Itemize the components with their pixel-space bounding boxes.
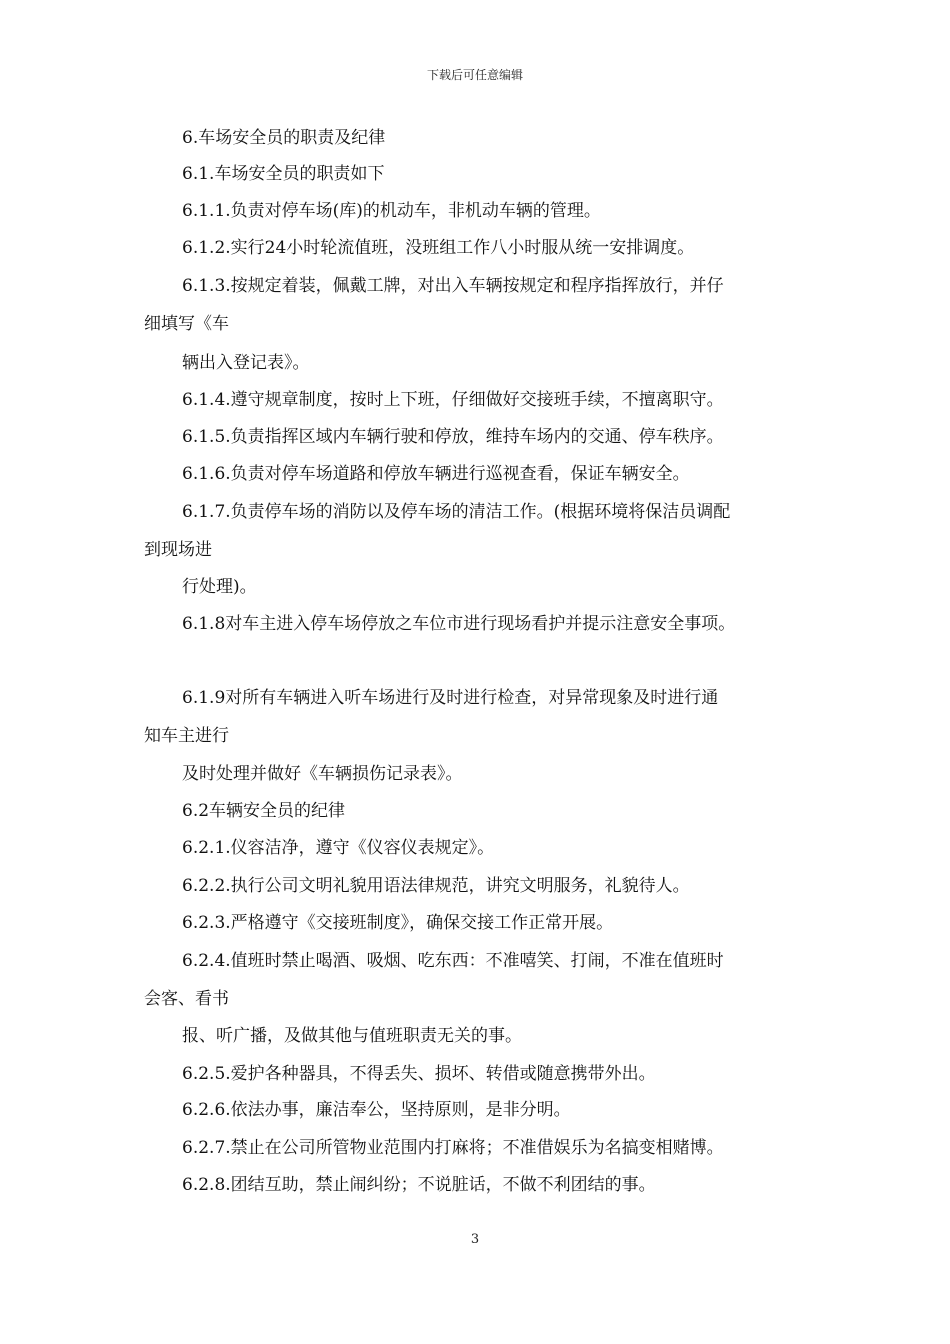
paragraph-line: 6.1.9对所有车辆进入听车场进行及时进行检查，对异常现象及时进行通 [182,688,719,708]
paragraph-line: 6.1.6.负责对停车场道路和停放车辆进行巡视查看，保证车辆安全。 [182,464,690,484]
paragraph-line: 6.2.3.严格遵守《交接班制度》，确保交接工作正常开展。 [182,913,614,933]
paragraph-line: 会客、看书 [144,989,229,1009]
paragraph-line: 6.2.2.执行公司文明礼貌用语法律规范，讲究文明服务，礼貌待人。 [182,876,690,896]
paragraph-line: 及时处理并做好《车辆损伤记录表》。 [182,764,463,784]
subsection-heading: 6.1.车场安全员的职责如下 [182,164,385,184]
page-header: 下载后可任意编辑 [426,68,523,82]
paragraph-line: 行处理)。 [182,577,257,597]
paragraph-line: 报、听广播，及做其他与值班职责无关的事。 [182,1026,522,1046]
paragraph-line: 6.1.1.负责对停车场(库)的机动车，非机动车辆的管理。 [182,201,601,221]
paragraph-line: 知车主进行 [144,726,229,746]
paragraph-line: 6.2.7.禁止在公司所管物业范围内打麻将；不准借娱乐为名搞变相赌博。 [182,1138,724,1158]
paragraph-line: 6.2.1.仪容洁净，遵守《仪容仪表规定》。 [182,838,495,858]
paragraph-line: 6.2.4.值班时禁止喝酒、吸烟、吃东西：不准嘻笑、打闹，不准在值班时 [182,951,724,971]
paragraph-line: 6.1.3.按规定着装，佩戴工牌，对出入车辆按规定和程序指挥放行，并仔 [182,276,724,296]
page-number: 3 [470,1232,480,1247]
subsection-heading: 6.2车辆安全员的纪律 [182,801,346,821]
paragraph-line: 6.1.8对车主进入停车场停放之车位市进行现场看护并提示注意安全事项。 [182,614,736,634]
paragraph-line: 6.2.5.爱护各种器具，不得丢失、损坏、转借或随意携带外出。 [182,1064,656,1084]
paragraph-line: 6.2.6.依法办事，廉洁奉公，坚持原则，是非分明。 [182,1100,571,1120]
paragraph-line: 6.1.4.遵守规章制度，按时上下班，仔细做好交接班手续，不擅离职守。 [182,390,724,410]
paragraph-line: 6.1.2.实行24小时轮流值班，没班组工作八小时服从统一安排调度。 [182,238,695,258]
paragraph-line: 细填写《车 [144,314,229,334]
section-heading: 6.车场安全员的职责及纪律 [182,128,386,148]
paragraph-line: 到现场进 [144,540,212,560]
paragraph-line: 6.2.8.团结互助，禁止闹纠纷；不说脏话，不做不利团结的事。 [182,1175,656,1195]
paragraph-line: 辆出入登记表》。 [182,353,310,373]
paragraph-line: 6.1.7.负责停车场的消防以及停车场的清洁工作。(根据环境将保洁员调配 [182,502,731,522]
paragraph-line: 6.1.5.负责指挥区域内车辆行驶和停放，维持车场内的交通、停车秩序。 [182,427,724,447]
